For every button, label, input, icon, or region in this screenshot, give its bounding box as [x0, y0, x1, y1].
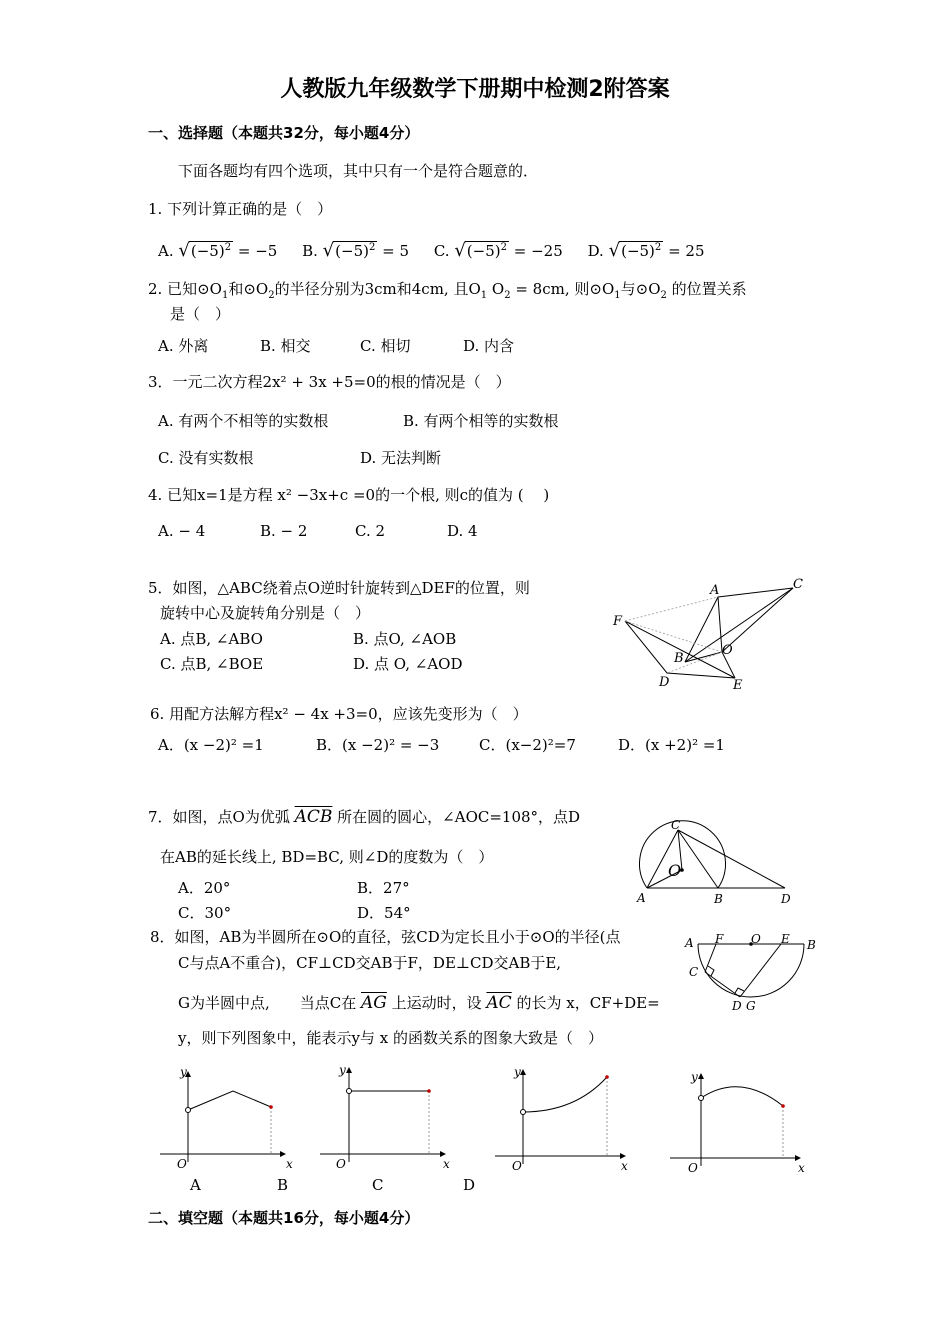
- q6-option-b: B．(x −2)² = −3: [316, 736, 440, 754]
- q5-label-b: B: [674, 651, 684, 666]
- q8-label-d: D: [732, 999, 742, 1013]
- q5-label-o: O: [722, 643, 733, 658]
- section-1-heading: 一、选择题（本题共32分，每小题4分）: [148, 124, 420, 142]
- q5-option-d: D. 点 O, ∠AOD: [353, 655, 463, 673]
- q8-label-e: E: [781, 932, 790, 946]
- q5-figure: [600, 570, 820, 695]
- q7-figure: [630, 815, 810, 910]
- q5-option-c: C. 点B, ∠BOE: [160, 655, 264, 673]
- q2-stem: 2. 已知$⊙O_1$和$⊙O_2$的半径分别为3cm和4cm, 且$O_1$ $O_2 = 8cm$, 则$⊙O_1$与$⊙O_2$ 的位置关系: [148, 280, 747, 301]
- svg-text:O: O: [512, 1159, 522, 1172]
- graph-label-d: D: [463, 1176, 476, 1194]
- q5-triangle-def: [625, 621, 735, 678]
- q5-stem-line1: 5．如图，△ABC绕着点O逆时针旋转到△DEF的位置，则: [148, 579, 530, 597]
- graph-c-curve: [523, 1077, 607, 1112]
- q7-stem-line2: 在AB的延长线上, BD=BC, 则∠D的度数为（ ）: [160, 848, 494, 866]
- q6-option-a: A．(x −2)² =1: [158, 736, 264, 754]
- q7-label-c: C: [671, 818, 681, 832]
- q8-graphs: [155, 1062, 815, 1172]
- q2-option-b: B. 相交: [260, 337, 311, 355]
- q4-option-b: B. − 2: [260, 522, 308, 540]
- q2-stem-line2: 是（ ）: [170, 305, 231, 323]
- graph-c: [495, 1065, 628, 1172]
- q5-label-c: C: [793, 577, 803, 592]
- q3-option-c: C. 没有实数根: [158, 449, 254, 467]
- q5-stem-line2: 旋转中心及旋转角分别是（ ）: [160, 604, 371, 622]
- q7-arc-acb: $\overline{ACB}$: [294, 807, 333, 827]
- q5-option-a: A. 点B, ∠ABO: [160, 630, 263, 648]
- graph-b: [320, 1063, 450, 1171]
- svg-text:y: y: [180, 1065, 187, 1079]
- q1-options: [158, 240, 705, 261]
- q5-label-f: F: [613, 614, 623, 629]
- graph-a: [160, 1065, 293, 1171]
- graph-label-a: A: [190, 1176, 201, 1194]
- svg-text:O: O: [688, 1161, 698, 1172]
- svg-text:y: y: [691, 1070, 698, 1084]
- graph-d-curve: [701, 1087, 783, 1106]
- svg-text:x: x: [621, 1159, 628, 1172]
- q1-option-c: C. $√(-5)^2 = -25$: [433, 240, 563, 261]
- q4-option-d: D. 4: [447, 522, 478, 540]
- q6-stem: 6. 用配方法解方程x² − 4x +3=0，应该先变形为（ ）: [150, 705, 528, 723]
- q2-option-d: D. 内含: [463, 337, 515, 355]
- svg-text:x: x: [286, 1157, 293, 1171]
- q8-stem-line4: y，则下列图象中，能表示y与 x 的函数关系的图象大致是（ ）: [178, 1029, 603, 1047]
- q5-label-d: D: [659, 675, 670, 690]
- q8-label-b: B: [807, 938, 816, 952]
- q5-label-a: A: [710, 583, 720, 598]
- graph-label-b: B: [277, 1176, 289, 1194]
- q8-label-a: A: [685, 936, 694, 950]
- svg-text:O: O: [336, 1157, 346, 1171]
- q1-option-d: D. $√(-5)^2 = 25$: [587, 240, 705, 261]
- q8-label-g: G: [746, 999, 756, 1013]
- svg-text:y: y: [514, 1065, 521, 1079]
- svg-text:x: x: [798, 1161, 805, 1172]
- q8-stem-line1: 8．如图，AB为半圆所在⊙O的直径，弦CD为定长且小于⊙O的半径(点: [150, 928, 621, 946]
- section-2-heading: 二、填空题（本题共16分，每小题4分）: [148, 1209, 420, 1227]
- q7-option-a: A．20°: [178, 879, 231, 897]
- q5-triangle-abc: [685, 588, 793, 662]
- q7-label-b: B: [714, 892, 723, 906]
- q6-option-d: D．(x +2)² =1: [618, 736, 725, 754]
- q3-option-d: D. 无法判断: [360, 449, 442, 467]
- q7-label-d: D: [781, 892, 791, 906]
- q4-option-a: A. − 4: [158, 522, 206, 540]
- q7-label-o: O: [668, 861, 682, 880]
- q8-stem-line3: G为半圆中点, 当点C在 $\overline{AG}$ 上运动时，设 $\overline{AC}$ 的长为 x，CF+DE=: [178, 993, 660, 1013]
- q7-option-d: D．54°: [357, 904, 411, 922]
- q2-option-c: C. 相切: [360, 337, 411, 355]
- q4-stem: 4. 已知x=1是方程 x² −3x+c =0的一个根, 则c的值为 ( ): [148, 486, 550, 504]
- q1-option-b: B. $√(-5)^2 = 5$: [302, 240, 410, 261]
- q5-option-b: B. 点O, ∠AOB: [353, 630, 457, 648]
- q7-option-c: C．30°: [178, 904, 232, 922]
- graph-label-c: C: [372, 1176, 384, 1194]
- q3-option-b: B. 有两个相等的实数根: [403, 412, 559, 430]
- svg-text:y: y: [339, 1063, 346, 1077]
- q8-label-c: C: [689, 965, 699, 979]
- q8-label-f: F: [715, 932, 724, 946]
- q3-option-a: A. 有两个不相等的实数根: [158, 412, 329, 430]
- svg-text:x: x: [443, 1157, 450, 1171]
- q8-figure: [680, 930, 820, 1018]
- q8-stem-line2: C与点A不重合)，CF⊥CD交AB于F，DE⊥CD交AB于E,: [178, 954, 562, 972]
- page-title: 人教版九年级数学下册期中检测2附答案: [280, 77, 670, 102]
- q8-arc-ac: $\overline{AC}$: [486, 993, 512, 1013]
- q8-arc-ag: $\overline{AG}$: [361, 993, 387, 1013]
- svg-text:O: O: [177, 1157, 187, 1171]
- q3-stem: 3．一元二次方程2x² + 3x +5=0的根的情况是（ ）: [148, 373, 511, 391]
- q1-option-a: A. $√(-5)^2 = -5$: [158, 240, 278, 261]
- q7-label-a: A: [637, 891, 646, 905]
- q8-label-o: O: [751, 932, 761, 946]
- section-1-instruction: 下面各题均有四个选项，其中只有一个是符合题意的．: [178, 162, 539, 180]
- q5-label-e: E: [733, 678, 743, 693]
- graph-a-curve: [188, 1091, 271, 1110]
- q1-stem: 1. 下列计算正确的是（ ）: [148, 200, 333, 218]
- q6-option-c: C．(x−2)²=7: [479, 736, 576, 754]
- q7-stem-line1: 7．如图，点O为优弧 $\overline{ACB}$ 所在圆的圆心，∠AOC=108°，点D: [148, 807, 581, 827]
- graph-d: [670, 1070, 805, 1172]
- q4-option-c: C. 2: [355, 522, 386, 540]
- q7-option-b: B．27°: [357, 879, 410, 897]
- q2-option-a: A. 外离: [158, 337, 209, 355]
